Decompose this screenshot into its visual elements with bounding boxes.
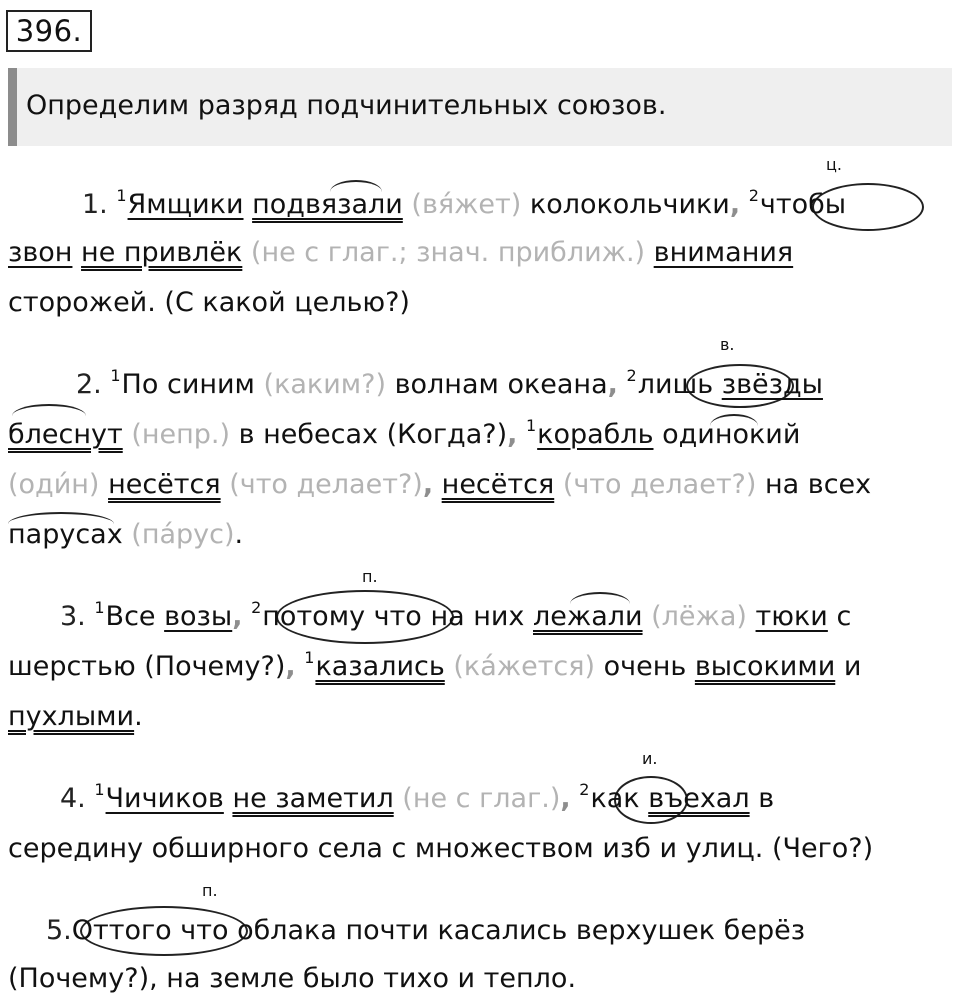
s4-line1 [60, 782, 774, 819]
s2-parusah: парусах [8, 519, 123, 550]
s1-verb: подвязали [252, 189, 403, 220]
s2-po: По [121, 369, 159, 400]
s2-dot: . [234, 519, 244, 550]
s5-line1 [46, 914, 805, 948]
mark-p-3: п. [362, 567, 378, 586]
s4-ne-zametil: не заметил [232, 783, 394, 814]
s2-number: 2. [76, 369, 102, 400]
s1-ne-privlek: не привлёк [81, 237, 243, 268]
s4-line2 [8, 832, 873, 866]
s2-na-vseh: на всех [765, 469, 872, 500]
s1-line3 [8, 286, 410, 320]
s1-question: (С какой целью?) [164, 287, 410, 318]
s3-line1 [60, 600, 851, 637]
intro-accent-bar [8, 68, 17, 146]
s4-line2-text: середину обширного села с множеством изб и улиц. (Чего?) [8, 833, 874, 864]
s2-zvezdy: звёзды [721, 369, 823, 400]
s2-note-parus: (па́рус) [131, 519, 235, 550]
s1-vnimania: внимания [653, 237, 794, 268]
s3-na-nih: на них [430, 601, 525, 632]
s3-sup1: 1 [94, 598, 105, 617]
s3-comma-2: , [285, 651, 296, 682]
s1-storozhey: сторожей. [8, 287, 156, 318]
s1-zvon: звон [8, 237, 73, 268]
s2-nesetsya-2: несётся [441, 469, 555, 500]
s2-note-nepr: (непр.) [131, 419, 231, 450]
s3-note-lezha: (лёжа) [651, 601, 747, 632]
s2-nesetsya-1: несётся [108, 469, 221, 500]
s2-blesnut: блеснут [8, 419, 123, 450]
s3-sherstyu: шерстью (Почему?) [8, 651, 286, 682]
s4-kak: как [590, 783, 640, 814]
s4-comma: , [560, 783, 571, 814]
s3-kazalis: казались [315, 651, 445, 682]
s2-note-chto-2: (что делает?) [562, 469, 757, 500]
mark-p-5: п. [202, 881, 218, 900]
s1-note-ne: (не с глаг.; знач. приближ.) [250, 237, 646, 268]
s3-vysokimi: высокими [694, 651, 836, 682]
s3-vse: Все [105, 601, 156, 632]
s1-sup1: 1 [116, 186, 127, 205]
s2-note-odin: (оди́н) [8, 469, 100, 500]
s5-rest: облака почти касались верхушек берёз [237, 915, 806, 946]
s5-line2-text: (Почему?), на земле было тихо и тепло. [8, 963, 577, 994]
s3-comma: , [232, 601, 243, 632]
s1-comma: , [729, 189, 741, 220]
intro-block [8, 68, 952, 146]
s2-line3 [8, 468, 871, 502]
s1-sup2: 2 [748, 186, 759, 205]
s2-line1 [76, 368, 823, 405]
s3-sup3: 1 [304, 648, 315, 667]
s3-note-kazhetsya: (ка́жется) [453, 651, 596, 682]
s2-sup3: 1 [525, 416, 537, 435]
s4-sup1: 1 [94, 780, 105, 799]
s5-ottogo-chto: Оттого что [71, 915, 229, 946]
s2-sinim: синим [166, 369, 255, 400]
s3-dot: . [134, 701, 143, 732]
s2-odinokiy: одинокий [662, 419, 801, 450]
s1-chtoby: чтобы [759, 189, 847, 220]
s2-note-kakim: (каким?) [263, 369, 387, 400]
s4-sup2: 2 [579, 780, 590, 799]
s4-number: 4. [60, 783, 86, 814]
mark-i: и. [642, 749, 658, 768]
s5-line2 [8, 962, 576, 996]
s4-vehal: въехал [648, 783, 750, 814]
s1-line2 [8, 236, 793, 270]
s2-lish: лишь [637, 369, 714, 400]
s2-comma: , [607, 369, 618, 400]
s3-line2 [8, 650, 861, 687]
s4-v: в [758, 783, 775, 814]
s2-line4 [8, 518, 243, 552]
s3-line3 [8, 700, 143, 734]
s2-comma-2: , [422, 469, 434, 500]
mark-ts: ц. [826, 155, 842, 174]
task-number: 396. [6, 10, 92, 52]
intro-text: Определим разряд подчинительных союзов. [26, 90, 667, 121]
s3-vozy: возы [164, 601, 233, 632]
s3-sup2: 2 [251, 598, 262, 617]
s3-ochen: очень [603, 651, 687, 682]
s3-s: с [836, 601, 852, 632]
s3-tyuki: тюки [755, 601, 828, 632]
root-arc-blesnut [12, 404, 86, 416]
s1-number: 1. [82, 189, 108, 220]
s2-comma-b: , [507, 419, 518, 450]
s3-lezhali: лежали [533, 601, 643, 632]
mark-v: в. [720, 335, 735, 354]
s3-i: и [843, 651, 862, 682]
s2-sup2: 2 [626, 366, 637, 385]
s5-number: 5. [46, 915, 72, 946]
s1-kolokolchiki: колокольчики [529, 189, 730, 220]
s2-nebesah: в небесах (Когда?) [238, 419, 508, 450]
s3-puhlymi: пухлыми [8, 701, 135, 732]
s2-sup1: 1 [110, 366, 121, 385]
s3-potomu-chto: потому что [262, 601, 422, 632]
s2-note-chto-1: (что делает?) [229, 469, 423, 500]
s4-chichikov: Чичиков [105, 783, 224, 814]
s3-number: 3. [60, 601, 86, 632]
s2-korabl: корабль [537, 419, 654, 450]
s2-volnam: волнам океана [394, 369, 608, 400]
s1-note-vyazhet: (вя́жет) [411, 189, 522, 220]
s1-line1 [82, 188, 846, 225]
s2-line2 [8, 418, 800, 455]
s4-note-ne: (не с глаг.) [402, 783, 561, 814]
s1-subject: Ямщики [127, 189, 244, 220]
